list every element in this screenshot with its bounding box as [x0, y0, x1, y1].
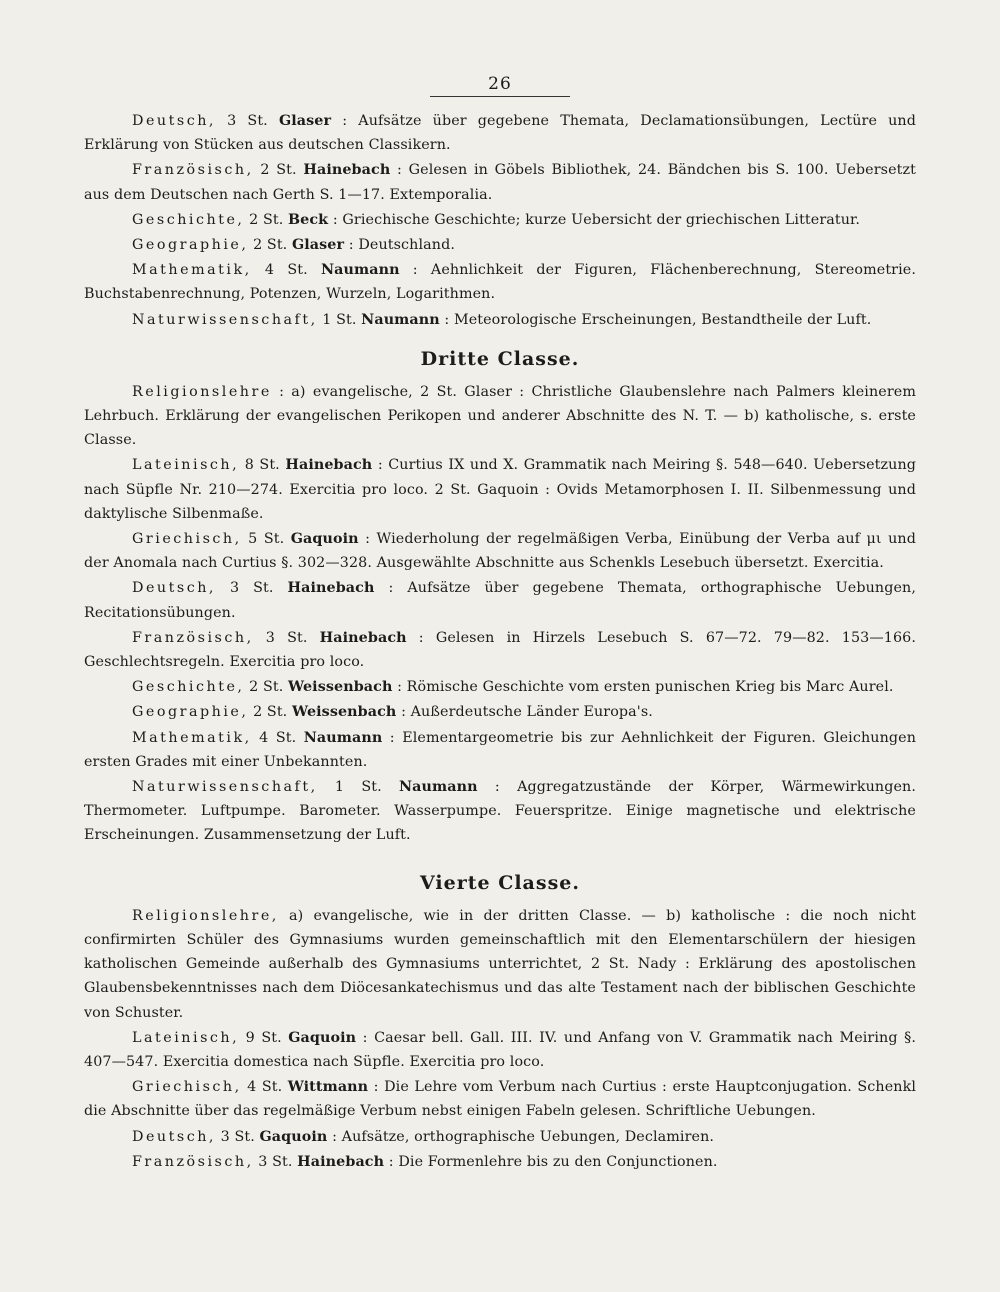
teacher-name: Hainebach [319, 629, 407, 646]
subject-entry [84, 308, 916, 332]
subject-hours: 1 St. [317, 779, 400, 796]
subject-description: : Aufsätze, orthographische Uebungen, Declamiren. [327, 1128, 715, 1145]
subject-entry [84, 775, 916, 848]
subject-name: Religionslehre, [132, 907, 279, 924]
subject-entry [84, 626, 916, 674]
subject-hours: 2 St. [244, 211, 288, 228]
subject-name: Lateinisch, [132, 1029, 240, 1046]
subject-hours: 4 St. [241, 1079, 288, 1096]
subject-description: : Meteorologische Erscheinungen, Bestandtheile der Luft. [439, 311, 872, 328]
subject-description: evangelische, wie in der dritten Classe. — b) katholische : die noch nicht confirmirten Schüler des Gymnasiums wurden gemeinschaftlich mit den Elementarschülern der hiesigen katholischen Gemeinde außerhalb des Gymnasiums unterrichtet, 2 St. Nady : Erklärung des apostolischen Glaubensbekenntnisses nach dem Diöcesankatechismus und das alte Testament nach der biblischen Geschichte von Schuster. [84, 907, 916, 1021]
subject-name: Geschichte, [132, 211, 245, 228]
subject-hours: 3 St. [215, 580, 288, 597]
subject-entry [84, 158, 916, 206]
subject-name: Geschichte, [132, 679, 245, 696]
subject-hours: 3 St. [253, 629, 320, 646]
teacher-name: Weissenbach [288, 679, 393, 696]
subject-description: : Aggregatzustände der Körper, Wärmewirkungen. Thermometer. Luftpumpe. Barometer. Wasserpumpe. Feuerspritze. Einige magnetische und elektrische Erscheinungen. Zusammensetzung der Luft. [84, 779, 916, 844]
subject-hours: 9 St. [239, 1029, 289, 1046]
subject-description: : Gelesen in Hirzels Lesebuch S. 67—72. 79—82. 153—166. Geschlechtsregeln. Exercitia pro loco. [84, 629, 916, 671]
subject-hours: 8 St. [239, 457, 286, 474]
subject-hours: 1 St. [317, 311, 362, 328]
subject-entry [84, 576, 916, 624]
subject-hours: : a) [271, 383, 313, 400]
subject-description: : Gelesen in Göbels Bibliothek, 24. Bändchen bis S. 100. Uebersetzt aus dem Deutschen nach Gerth S. 1—17. Extemporalia. [84, 162, 917, 203]
subject-description: : Die Lehre vom Verbum nach Curtius : erste Hauptconjugation. Schenkl die Abschnitte über das regelmäßige Verbum nebst einigen Fabeln gelesen. Schriftliche Uebungen. [84, 1079, 917, 1120]
subject-name: Deutsch, [132, 113, 216, 129]
subject-description: : Aufsätze über gegebene Themata, Declamationsübungen, Lectüre und Erklärung von Stücken aus deutschen Classikern. [84, 113, 916, 154]
teacher-name: Hainebach [297, 1153, 385, 1170]
subject-hours: 3 St. [253, 1153, 298, 1170]
teacher-name: Glaser [278, 113, 332, 129]
subject-name: Naturwissenschaft, [132, 779, 318, 796]
teacher-name: Hainebach [303, 162, 391, 179]
subject-entry [84, 700, 916, 724]
subject-hours: 4 St. [251, 262, 321, 279]
teacher-name: Hainebach [287, 580, 375, 597]
intro-entries [84, 109, 916, 332]
subject-entry [84, 453, 916, 526]
subject-description: : Außerdeutsche Länder Europa's. [396, 704, 653, 721]
subject-description: : Deutschland. [344, 237, 455, 254]
teacher-name: Naumann [320, 262, 400, 279]
subject-entry [84, 109, 916, 157]
section-heading-third: Dritte Classe. [420, 347, 580, 370]
subject-hours: 2 St. [253, 162, 304, 179]
subject-name: Griechisch, [132, 531, 242, 548]
subject-description: : Aehnlichkeit der Figuren, Flächenberechnung, Stereometrie. Buchstabenrechnung, Potenzen, Wurzeln, Logarithmen. [84, 262, 916, 303]
subject-name: Mathematik, [132, 729, 252, 746]
subject-entry [84, 258, 916, 306]
teacher-name: Glaser [291, 237, 345, 254]
subject-entry [84, 1150, 916, 1174]
teacher-name: Hainebach [285, 457, 373, 474]
subject-entry [84, 904, 916, 1025]
subject-description: evangelische, 2 St. Glaser : Christliche Glaubenslehre nach Palmers kleinerem Lehrbuch. Erklärung der evangelischen Perikopen und anderer Abschnitte des N. T. — b) katholische, s. erste Classe. [84, 383, 916, 449]
subject-description: : Elementargeometrie bis zur Aehnlichkeit der Figuren. Gleichungen ersten Grades mit einer Unbekannten. [84, 729, 916, 770]
teacher-name: Naumann [399, 779, 478, 796]
subject-name: Französisch, [132, 162, 254, 179]
teacher-name: Naumann [361, 311, 440, 328]
teacher-name: Beck [288, 211, 329, 228]
teacher-name: Gaquoin [290, 531, 359, 548]
subject-hours: 2 St. [244, 679, 288, 696]
subject-entry [84, 675, 916, 699]
third-class-entries [84, 380, 916, 848]
subject-name: Französisch, [132, 629, 254, 646]
subject-description: : Curtius IX und X. Grammatik nach Meiring §. 548—640. Uebersetzung nach Süpfle Nr. 210—274. Exercitia pro loco. 2 St. Gaquoin : Ovids Metamorphosen I. II. Silbenmessung und daktylische Silbenmaße. [84, 457, 917, 522]
subject-hours: a) [278, 907, 314, 924]
subject-name: Geographie, [132, 237, 249, 254]
subject-description: : Aufsätze über gegebene Themata, orthographische Uebungen, Recitationsübungen. [84, 580, 916, 621]
fourth-class-entries [84, 904, 916, 1174]
teacher-name: Gaquoin [259, 1128, 328, 1145]
subject-name: Lateinisch, [132, 457, 240, 474]
subject-name: Deutsch, [132, 580, 216, 597]
subject-description: : Wiederholung der regelmäßigen Verba, Einübung der Verba auf μι und der Anomala nach Curtius §. 302—328. Ausgewählte Abschnitte aus Schenkls Lesebuch übersetzt. Exercitia. [84, 531, 916, 572]
teacher-name: Gaquoin [288, 1029, 357, 1046]
section-heading-fourth: Vierte Classe. [420, 871, 580, 894]
subject-name: Mathematik, [132, 262, 252, 279]
subject-name: Französisch, [132, 1153, 254, 1170]
subject-hours: 2 St. [248, 237, 292, 254]
subject-entry [84, 380, 916, 453]
subject-description: : Die Formenlehre bis zu den Conjunctionen. [384, 1153, 718, 1170]
page-number: 26 [488, 74, 512, 94]
teacher-name: Naumann [303, 729, 383, 746]
subject-entry [84, 1125, 916, 1149]
subject-name: Naturwissenschaft, [132, 311, 318, 328]
subject-hours: 3 St. [215, 1128, 260, 1145]
subject-description: : Caesar bell. Gall. III. IV. und Anfang von V. Grammatik nach Meiring §. 407—547. Exercitia domestica nach Süpfle. Exercitia pro loco. [84, 1029, 916, 1070]
subject-hours: 5 St. [241, 531, 291, 548]
subject-name: Griechisch, [132, 1079, 242, 1096]
subject-hours: 3 St. [215, 113, 279, 129]
subject-name: Religionslehre [132, 383, 272, 400]
subject-entry [84, 233, 916, 257]
teacher-name: Wittmann [287, 1079, 369, 1096]
teacher-name: Weissenbach [291, 704, 397, 721]
subject-description: : Römische Geschichte vom ersten punischen Krieg bis Marc Aurel. [392, 679, 894, 696]
page-number-rule [430, 96, 570, 97]
subject-hours: 2 St. [248, 704, 292, 721]
subject-entry [84, 1026, 916, 1074]
subject-entry [84, 527, 916, 575]
subject-entry [84, 1075, 916, 1123]
subject-entry [84, 726, 916, 774]
subject-description: : Griechische Geschichte; kurze Uebersicht der griechischen Litteratur. [328, 211, 861, 228]
subject-name: Deutsch, [132, 1128, 216, 1145]
subject-hours: 4 St. [251, 729, 304, 746]
subject-entry [84, 208, 916, 232]
subject-name: Geographie, [132, 704, 249, 721]
